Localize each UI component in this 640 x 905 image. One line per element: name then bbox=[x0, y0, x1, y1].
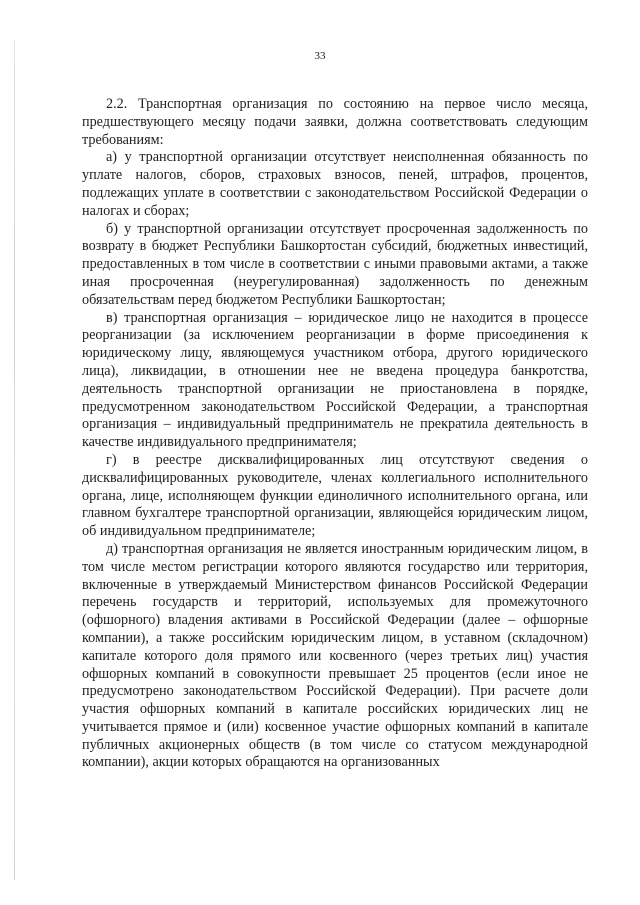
paragraph-item-v: в) транспортная организация – юридическое лицо не находится в процессе реорганизации (за исключением реорганизации в форме присоединения к юридическому лицу, являющемуся участником отбора, другого юридического лица), ликвидации, в отношении нее не введена процедура банкротства, деятельность транспортной организации не приостановлена в порядке, предусмотренном законодательством Российской Федерации, а транспортная организация – индивидуальный предприниматель не прекратила деятельность в качестве индивидуального предпринимателя; bbox=[82, 309, 588, 451]
scan-edge-line bbox=[14, 40, 15, 880]
paragraph-item-a: а) у транспортной организации отсутствует неисполненная обязанность по уплате налогов, сборов, страховых взносов, пеней, штрафов, процентов, подлежащих уплате в соответствии с законодательством Российской Федерации о налогах и сборах; bbox=[82, 149, 588, 219]
paragraph-item-b: б) у транспортной организации отсутствует просроченная задолженность по возврату в бюджет Республики Башкортостан субсидий, бюджетных инвестиций, предоставленных в том числе в соответствии с иными правовыми актами, а также иная просроченная (неурегулированная) задолженность по денежным обязательствам перед бюджетом Республики Башкортостан; bbox=[82, 220, 588, 308]
paragraph-item-d: д) транспортная организация не является иностранным юридическим лицом, в том числе местом регистрации которого являются государство или территория, включенные в утверждаемый Министерством финансов Российской Федерации перечень государств и территорий, используемых для промежуточного (офшорного) владения активами в Российской Федерации (далее – офшорные компании), а также российским юридическим лицом, в уставном (складочном) капитале которого доля прямого или косвенного (через третьих лиц) участия офшорных компаний в совокупности превышает 25 процентов (если иное не предусмотрено законодательством Российской Федерации). При расчете доли участия офшорных компаний в капитале российских юридических лиц не учитывается прямое и (или) косвенное участие офшорных компаний в капитале публичных акционерных обществ (в том числе со статусом международной компании), акции которых обращаются на организованных bbox=[82, 540, 588, 771]
paragraph-2-2: 2.2. Транспортная организация по состоянию на первое число месяца, предшествующего месяцу подачи заявки, должна соответствовать следующим требованиям: bbox=[82, 96, 588, 148]
page-number: 33 bbox=[314, 50, 326, 62]
paragraph-item-g: г) в реестре дисквалифицированных лиц отсутствуют сведения о дисквалифицированных руководителе, членах коллегиального исполнительного органа, лице, исполняющем функции единоличного исполнительного органа, или главном бухгалтере транспортной организации, являющейся юридическим лицом, об индивидуальном предпринимателе; bbox=[82, 451, 588, 540]
document-body bbox=[82, 96, 588, 772]
